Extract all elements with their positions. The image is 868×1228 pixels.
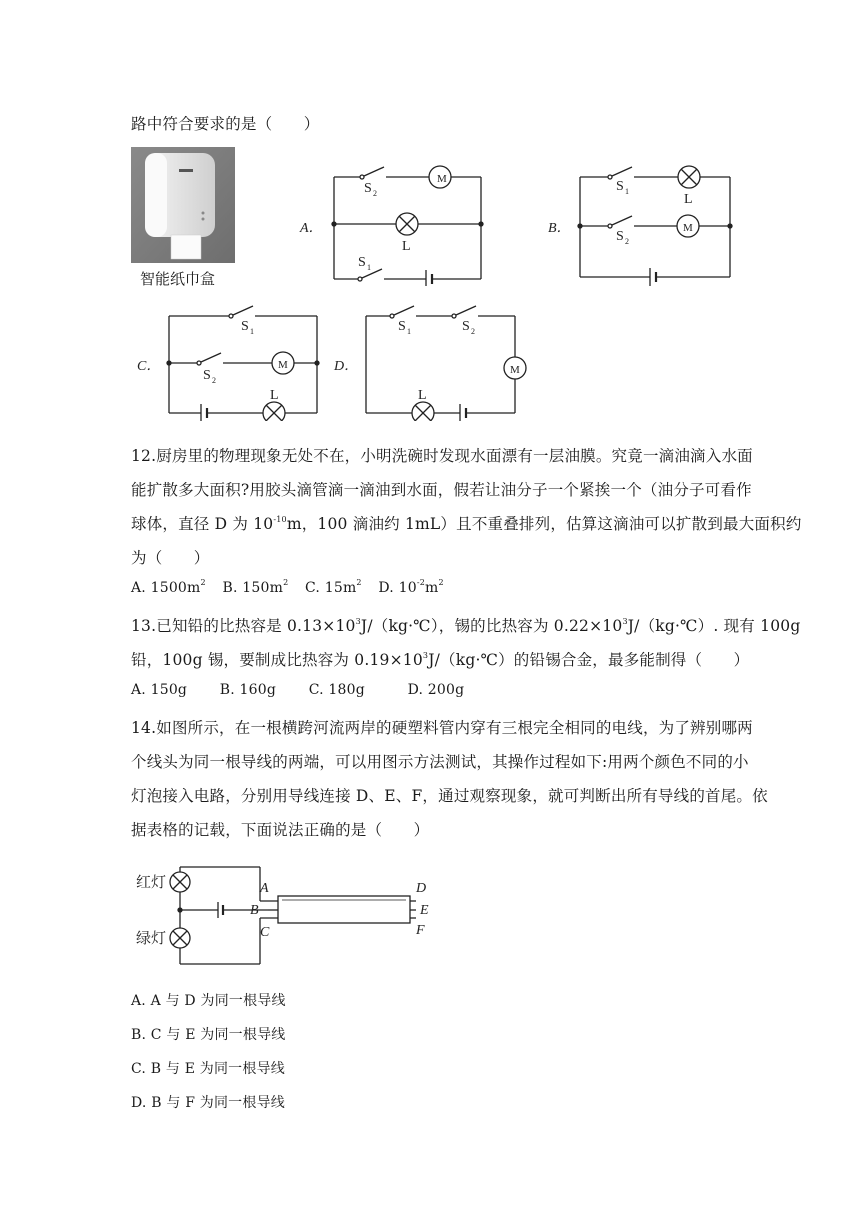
switch-subscript: 1 (625, 187, 629, 196)
tissue-box-caption: 智能纸巾盒 (140, 270, 216, 288)
q12-line2: 能扩散多大面积?用胶头滴管滴一滴油到水面，假若让油分子一个紧挨一个（油分子可看作 (131, 481, 752, 499)
switch-subscript: 1 (250, 327, 254, 336)
tissue-box-photo (131, 147, 235, 263)
q12-options (131, 580, 444, 596)
switch-label: S (616, 179, 624, 194)
q13-option-b: B. 160g (219, 682, 277, 698)
exponent: 3 (422, 651, 429, 660)
terminal-e-label: E (420, 903, 429, 918)
lamp-label: L (418, 388, 427, 403)
text: 球体，直径 D 为 10 (131, 515, 274, 533)
red-lamp-label: 红灯 (136, 875, 167, 891)
exponent: 3 (622, 617, 628, 626)
q12-option-a: A. $1500m^2$ (131, 578, 206, 596)
text: 13.已知铅的比热容是 0.13×10 (131, 617, 356, 635)
lamp-label: L (684, 192, 693, 207)
switch-subscript: 2 (212, 376, 216, 385)
circuit-c-label: C． (137, 359, 161, 374)
circuit-a (298, 162, 498, 290)
exponent: -10 (273, 515, 287, 524)
q13-option-a: A. 150g (131, 682, 188, 698)
motor-label: M (510, 364, 520, 376)
switch-label: S (241, 319, 249, 334)
q13-line1 (131, 614, 800, 636)
switch-label: S (462, 319, 470, 334)
text: m，100 滴油约 1mL）且不重叠排列，估算这滴油可以扩散到最大面积约 (286, 515, 802, 533)
text: J/（kg·℃），锡的比热容为 0.22×10 (360, 617, 623, 635)
text: J/（kg·℃）的铅锡合金，最多能制得（ ） (428, 651, 750, 669)
q14-line3: 灯泡接入电路，分别用导线连接 D、E、F，通过观察现象，就可判断出所有导线的首尾。依 (131, 787, 768, 805)
q14-option-b: B. C 与 E 为同一根导线 (131, 1027, 286, 1043)
switch-label: S (358, 255, 366, 270)
q14-option-d: D. B 与 F 为同一根导线 (131, 1095, 285, 1111)
q14-wire-test-diagram (132, 856, 442, 975)
terminal-f-label: F (416, 923, 425, 938)
q13-options (131, 682, 464, 698)
terminal-d-label: D (416, 881, 427, 896)
motor-label: M (683, 222, 693, 234)
switch-label: S (398, 319, 406, 334)
question-continuation: 路中符合要求的是（ ） (131, 115, 320, 133)
green-lamp-label: 绿灯 (136, 931, 167, 947)
switch-label: S (364, 181, 372, 196)
q12-option-b: B. $150m^2$ (222, 578, 289, 596)
switch-subscript: 1 (367, 263, 371, 272)
circuit-c (131, 303, 331, 425)
text: 铅，100g 锡，要制成比热容为 0.19×10 (131, 651, 423, 669)
q13-option-d: D. 200g (407, 682, 465, 698)
q12-line1: 12.厨房里的物理现象无处不在，小明洗碗时发现水面漂有一层油膜。究竟一滴油滴入水面 (131, 447, 753, 465)
circuit-d-label: D． (334, 359, 359, 374)
q14-line2: 个线头为同一根导线的两端，可以用图示方法测试，其操作过程如下:用两个颜色不同的小 (131, 753, 749, 771)
lamp-label: L (270, 388, 279, 403)
switch-subscript: 1 (407, 327, 411, 336)
exponent: 3 (355, 617, 361, 626)
circuit-a-label: A． (300, 221, 323, 236)
lamp-label: L (402, 239, 411, 254)
q12-option-c: C. $15m^2$ (305, 578, 362, 596)
q14-line4: 据表格的记载，下面说法正确的是（ ） (131, 821, 430, 839)
circuit-b-label: B． (548, 221, 571, 236)
q12-line3 (131, 512, 802, 534)
switch-label: S (616, 229, 624, 244)
switch-subscript: 2 (373, 189, 377, 198)
terminal-b-label: B (250, 903, 259, 918)
q14-option-c: C. B 与 E 为同一根导线 (131, 1061, 285, 1077)
circuit-d (330, 303, 530, 425)
circuit-b (546, 160, 746, 290)
q13-option-c: C. 180g (308, 682, 365, 698)
terminal-c-label: C (260, 925, 270, 940)
text: J/（kg·℃）. 现有 100g (627, 617, 801, 635)
q12-line4: 为（ ） (131, 549, 210, 567)
q13-line2 (131, 648, 749, 670)
motor-label: M (437, 173, 447, 185)
switch-subscript: 2 (471, 327, 475, 336)
q12-option-d: D. $10^{-2}m^2$ (378, 578, 444, 596)
motor-label: M (278, 359, 288, 371)
switch-subscript: 2 (625, 237, 629, 246)
switch-label: S (203, 368, 211, 383)
q14-line1: 14.如图所示，在一根横跨河流两岸的硬塑料管内穿有三根完全相同的电线，为了辨别哪两 (131, 719, 753, 737)
terminal-a-label: A (260, 881, 269, 896)
q14-option-a: A. A 与 D 为同一根导线 (131, 993, 286, 1009)
